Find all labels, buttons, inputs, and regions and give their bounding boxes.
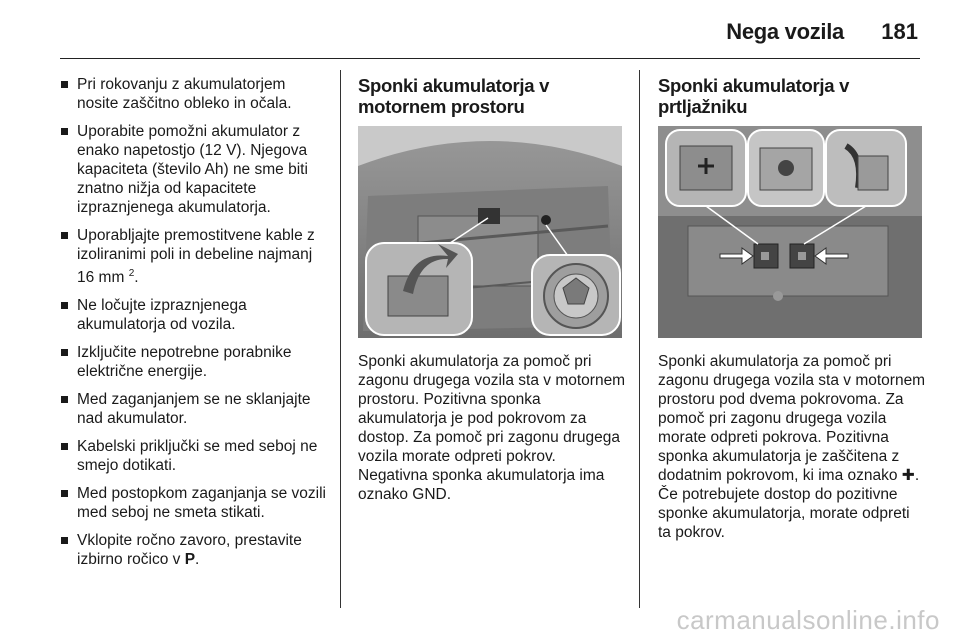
bullet-square-icon (61, 302, 68, 309)
list-item: Pri rokovanju z akumulatorjem nosite zaščitno obleko in očala. (60, 75, 328, 113)
bullet-square-icon (61, 349, 68, 356)
section-title: Nega vozila (726, 19, 844, 44)
page-number: 181 (881, 19, 918, 44)
column-engine-bay (358, 75, 626, 504)
bullet-square-icon (61, 232, 68, 239)
gear-p-label: P (184, 551, 196, 569)
list-item: Med zaganjanjem se ne sklanjajte nad akumulator. (60, 390, 328, 428)
bullet-square-icon (61, 128, 68, 135)
bullet-square-icon (61, 443, 68, 450)
bullet-list (60, 75, 328, 569)
bullet-square-icon (61, 490, 68, 497)
column-divider-left (340, 70, 341, 608)
list-item: Kabelski priključki se med seboj ne smejo dotikati. (60, 437, 328, 475)
list-item: Ne ločujte izpraznjenega akumulatorja od vozila. (60, 296, 328, 334)
list-item: Izključite nepotrebne porabnike električne energije. (60, 343, 328, 381)
list-item: Uporabite pomožni akumulator z enako napetostjo (12 V). Njegova kapaciteta (število Ah) ne sme biti znatno nižja od kapacitete izpraznjenega akumulatorja. (60, 122, 328, 217)
list-item: Uporabljajte premostitvene kable z izoliranimi poli in debeline najmanj 16 mm $^2$. (60, 226, 328, 287)
engine-bay-caption: Sponki akumulatorja za pomoč pri zagonu drugega vozila sta v motornem prostoru. Pozitivna sponka akumulatorja je pod pokrovom za dostop. Za pomoč pri zagonu drugega vozila morate odpreti pokrov. Negativna sponka akumulatorja ima oznako GND. (358, 353, 626, 503)
engine-bay-illustration (358, 126, 622, 338)
plus-icon: ✚ (901, 467, 915, 484)
bullet-square-icon (61, 81, 68, 88)
bullet-square-icon (61, 396, 68, 403)
list-item: Vklopite ročno zavoro, prestavite izbirno ročico v P. (60, 531, 328, 569)
page-header (60, 0, 920, 59)
list-item: Med postopkom zaganjanja se vozili med seboj ne smeta stikati. (60, 484, 328, 522)
column-trunk (658, 75, 926, 542)
superscript: 2 (128, 268, 135, 279)
bullet-square-icon (61, 537, 68, 544)
column-divider-right (639, 70, 640, 608)
watermark: carmanualsonline.info (676, 605, 940, 635)
trunk-caption: Sponki akumulatorja za pomoč pri zagonu drugega vozila sta v motornem prostoru pod dvema pokrovoma. Za pomoč pri zagonu drugega vozila morate odpreti pokrova. Pozitivna sponka akumulatorja je zaščitena z dodatnim pokrovom, ki ima oznako ✚. Če potrebujete dostop do pozitivne sponke akumulatorja, morate odpreti ta pokrov. (658, 353, 926, 541)
section-heading: Sponki akumulatorja v motornem prostoru (358, 75, 550, 117)
section-heading: Sponki akumulatorja v prtljažniku (658, 75, 850, 117)
column-safety-bullets (60, 75, 328, 578)
trunk-illustration (658, 126, 922, 338)
